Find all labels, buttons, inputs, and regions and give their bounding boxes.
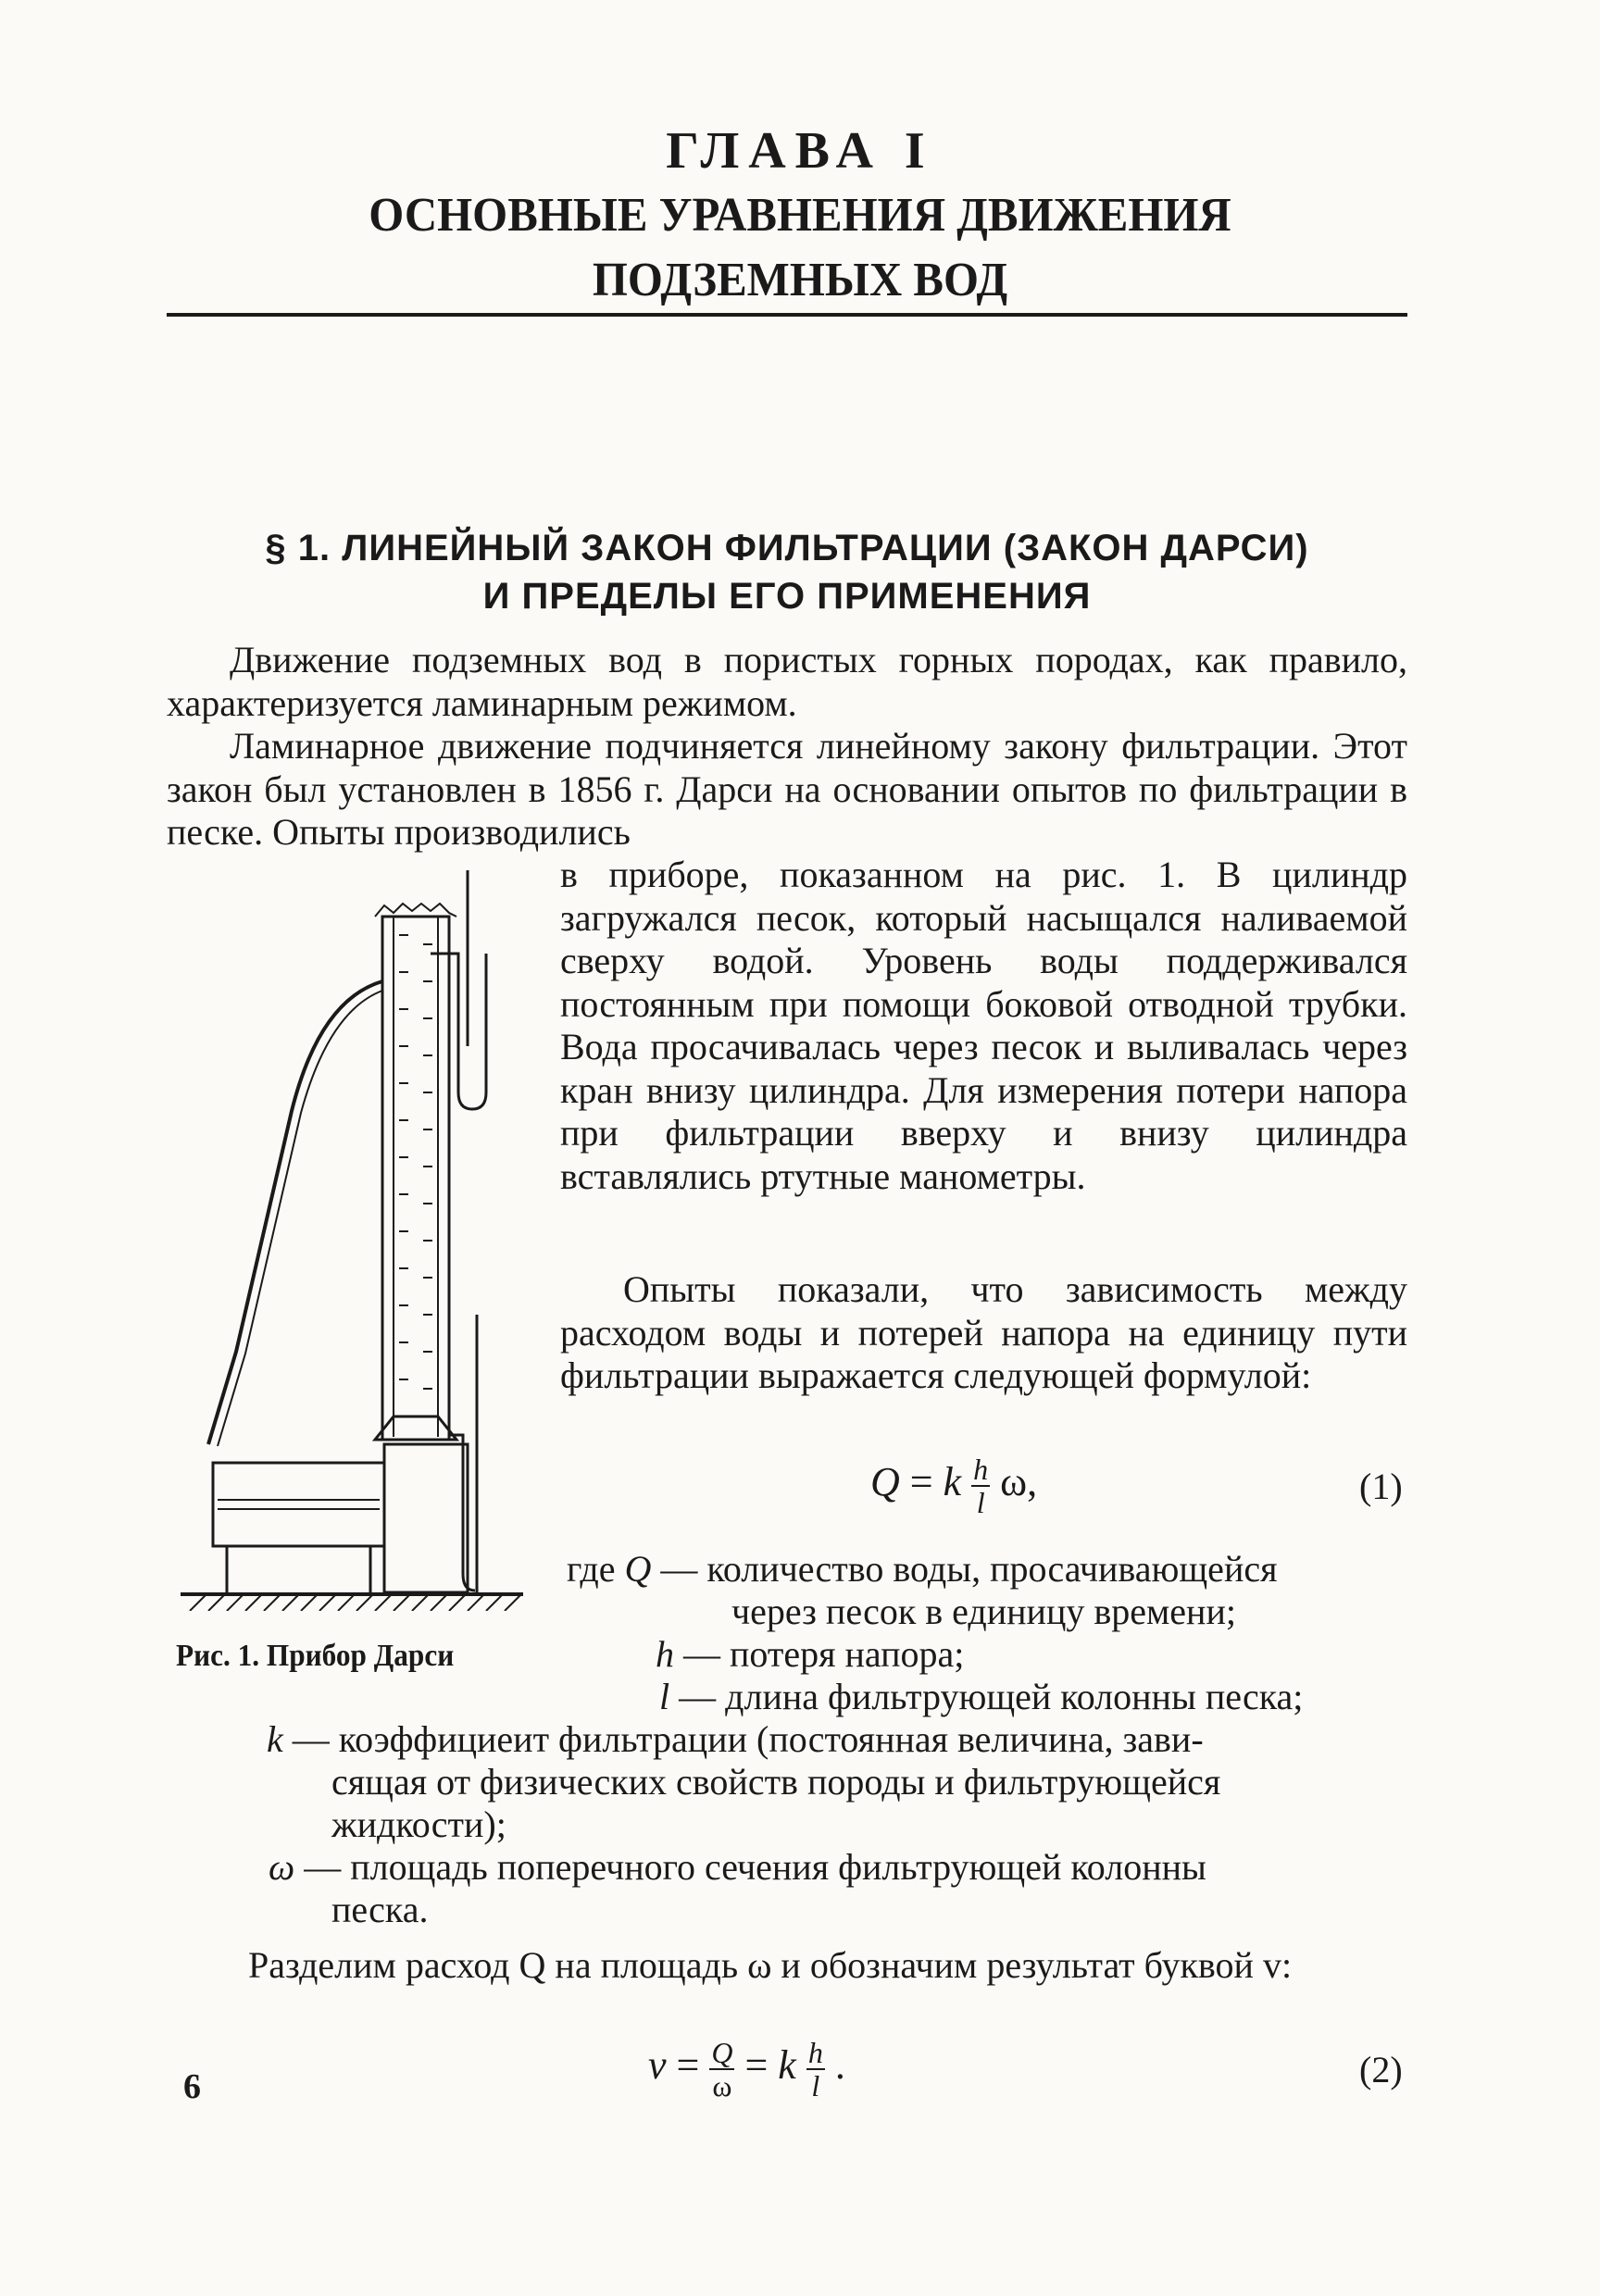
formula-2-numerator-2: h (807, 2036, 823, 2069)
section-title-line1: § 1. ЛИНЕЙНЫЙ ЗАКОН ФИЛЬТРАЦИИ (ЗАКОН ДАРСИ) (265, 528, 1309, 568)
formula-2-denominator-2: l (811, 2069, 820, 2103)
darcy-apparatus-figure (181, 870, 537, 1611)
definition-Q-line2: через песок в единицу времени; (731, 1591, 1236, 1632)
section-heading (167, 524, 1407, 620)
formula-1 (870, 1454, 1037, 1518)
definition-k-text: — коэффициеит фильтрации (постоянная величина, зави- (292, 1718, 1204, 1760)
formula-1-numerator: h (973, 1453, 989, 1486)
pedestal (384, 1444, 468, 1592)
definition-Q (567, 1548, 1278, 1591)
definition-h-text: — потеря напора; (683, 1633, 965, 1675)
formula-1-number: (1) (1359, 1466, 1403, 1507)
definition-k-symbol: k (267, 1718, 283, 1760)
definition-l (659, 1676, 1303, 1719)
definition-l-text: — длина фильтрующей колонны песка; (679, 1676, 1304, 1717)
formula-1-lhs: Q (870, 1459, 900, 1505)
page-number: 6 (183, 2067, 201, 2106)
definition-l-symbol: l (659, 1676, 670, 1717)
formula-2-lhs: v (648, 2042, 667, 2089)
chapter-label: ГЛАВА I (666, 122, 934, 180)
formula-2-denominator-1: ω (712, 2069, 732, 2103)
formula-2-fraction-2 (806, 2037, 825, 2102)
formula-2-k: k (778, 2042, 796, 2089)
where-word: где (567, 1548, 616, 1590)
chapter-title-line2: ПОДЗЕМНЫХ ВОД (592, 254, 1008, 306)
formula-1-eq: = (909, 1459, 933, 1505)
definition-w-symbol: ω (269, 1846, 295, 1888)
formula-2-number: (2) (1359, 2049, 1403, 2090)
paragraph-2-side: в приборе, показанном на рис. 1. В цилиндр загружался песок, который насыщался наливаемой сверху водой. Уровень воды поддерживался постоянным при помощи боковой отводной трубки. Вода просачивалась через песок и выливалась через кран внизу цилиндра. Для измерения потери напора при фильтрации вверху и внизу цилиндра вставлялись ртутные манометры. (560, 854, 1407, 1197)
chapter-heading (0, 119, 1600, 313)
cylinder-base-fitting (375, 1416, 456, 1440)
section-title-line2: И ПРЕДЕЛЫ ЕГО ПРИМЕНЕНИЯ (482, 576, 1092, 617)
formula-1-k: k (943, 1459, 962, 1505)
sand-cylinder (382, 917, 449, 1440)
definition-k-line3: жидкости); (331, 1803, 506, 1845)
formula-2-eq2: = (744, 2042, 769, 2089)
chapter-divider (167, 313, 1407, 317)
formula-1-tail: ω, (1000, 1459, 1038, 1505)
formula-1-fraction (971, 1454, 990, 1518)
figure-caption: Рис. 1. Прибор Дарси (176, 1639, 455, 1673)
definition-w (269, 1846, 1206, 1890)
formula-2-numerator-1: Q (711, 2036, 733, 2069)
paragraph-1: Движение подземных вод в пористых горных породах, как правило, характеризуется ламинарным режимом. (167, 639, 1407, 724)
lower-tank (213, 1463, 384, 1546)
side-outlet-tube (208, 981, 382, 1444)
formula-2-eq: = (676, 2042, 700, 2089)
definition-w-text: — площадь поперечного сечения фильтрующей колонны (304, 1846, 1206, 1888)
definition-Q-text: — количество воды, просачивающейся (660, 1548, 1278, 1590)
formula-2 (648, 2037, 845, 2102)
definition-k-line2: сящая от физических свойств породы и фильтрующейся (331, 1761, 1221, 1803)
paragraph-4: Разделим расход Q на площадь ω и обозначим результат буквой v: (248, 1944, 1293, 1986)
formula-2-tail: . (834, 2042, 845, 2089)
definition-k (267, 1718, 1204, 1762)
formula-1-denominator: l (976, 1486, 985, 1519)
paragraph-2-top: Ламинарное движение подчиняется линейному закону фильтрации. Этот закон был установлен в 1856 г. Дарси на основании опытов по фильтрации в песке. Опыты производились (167, 725, 1407, 853)
definition-h (656, 1633, 964, 1677)
chapter-title-line1: ОСНОВНЫЕ УРАВНЕНИЯ ДВИЖЕНИЯ (369, 189, 1231, 242)
definition-w-line2: песка. (331, 1889, 429, 1930)
paragraph-3: Опыты показали, что зависимость между расходом воды и потерей напора на единицу пути фильтрации выражается следующей формулой: (560, 1268, 1407, 1396)
formula-2-fraction-1 (709, 2037, 734, 2102)
definition-Q-symbol: Q (624, 1548, 652, 1590)
definition-h-symbol: h (656, 1633, 674, 1675)
